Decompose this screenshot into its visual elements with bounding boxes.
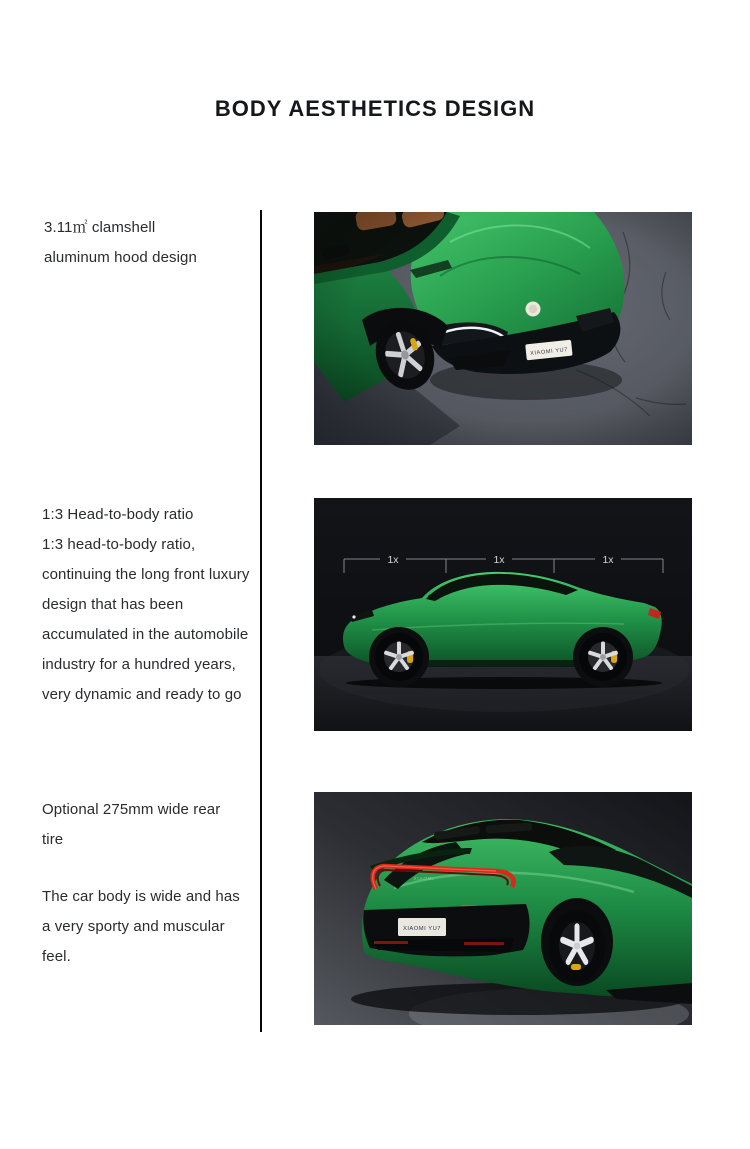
side-view-image <box>314 498 692 731</box>
rear-view-image <box>314 792 692 1025</box>
front-top-view-illustration <box>314 212 692 445</box>
hood-caption: 3.11㎡ clamshell aluminum hood design <box>44 219 197 266</box>
scale-marker-2: 1x <box>493 554 505 566</box>
scale-marker-1: 1x <box>387 554 399 566</box>
scale-marker-3: 1x <box>602 554 614 566</box>
rear-view-illustration <box>314 792 692 1025</box>
svg-text:XIAOMI YU7: XIAOMI YU7 <box>402 926 442 932</box>
ratio-heading: 1:3 Head-to-body ratio <box>42 506 194 523</box>
vignette <box>314 212 692 445</box>
rear-license-plate <box>398 918 446 936</box>
rear-wheel <box>579 633 627 681</box>
tire-body: The car body is wide and has a very sporty and muscular feel. <box>42 888 240 965</box>
rear-badge: XIAOMI <box>413 876 435 881</box>
side-view-illustration <box>314 498 692 731</box>
rear-wheel <box>549 910 605 982</box>
page-title: BODY AESTHETICS DESIGN <box>214 96 536 121</box>
front-wheel <box>375 633 423 681</box>
ratio-caption <box>42 500 254 710</box>
ratio-body: 1:3 head-to-body ratio, continuing the long front luxury design that has been accumulated in the automobile industry for a hundred years, very dynamic and ready to go <box>42 536 250 703</box>
front-top-view-image <box>314 212 692 445</box>
tire-caption <box>42 795 242 972</box>
vertical-divider <box>260 210 262 1032</box>
tire-heading: Optional 275mm wide rear tire <box>42 801 221 848</box>
